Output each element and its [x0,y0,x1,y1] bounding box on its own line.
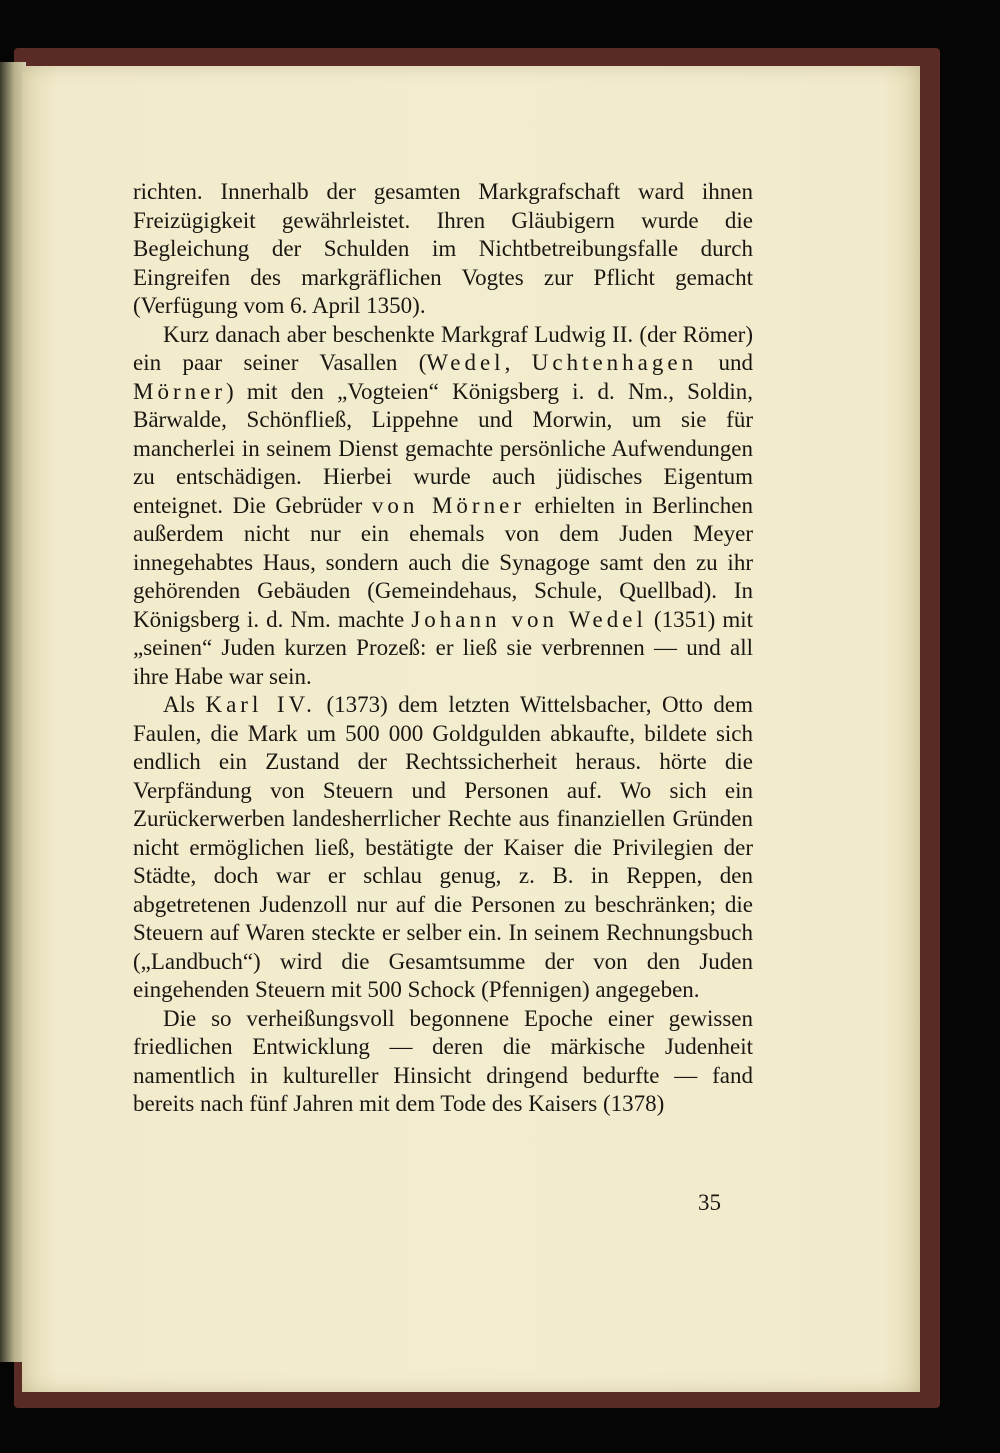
paragraph [133,178,753,321]
text-run: (1373) dem letzten Wittelsbacher, Otto dem Faulen, die Mark um 500 000 Goldgulden abkaufte, bildete sich endlich ein Zustand der Rechtssicherheit heraus. hörte die Verpfändung von Steuern und Personen auf. Wo sich ein Zurückerwerben landesherrlicher Rechte aus finanziellen Gründen nicht ermöglichen ließ, bestätigte der Kaiser die Privilegien der Städte, doch war er schlau genug, z. B. in Reppen, den abgetretenen Judenzoll nur auf die Personen zu beschränken; die Steuern auf Waren steckte er selber ein. In seinem Rechnungsbuch („Landbuch“) wird die Gesamtsumme der von den Juden eingehenden Steuern mit 500 Schock (Pfennigen) angegeben. [133,692,753,1002]
body-text [133,178,753,1119]
text-run: ) mit den „Vogteien“ Königsberg i. d. Nm., Soldin, Bärwalde, Schönfließ, Lippehne und Morwin, um sie für mancherlei in seinem Dienst gemachte persönliche Aufwendungen zu entschädigen. Hierbei wurde auch jüdisches Eigentum enteignet. Die Gebrüder [133,378,753,518]
text-run: Als [163,692,206,717]
emphasized-name: Uchtenhagen [531,350,698,375]
text-run: Die so verheißungsvoll begonnene Epoche einer gewissen friedlichen Entwicklung — deren die märkische Judenheit namentlich in kultureller Hinsicht dringend bedurfte — fand bereits nach fünf Jahren mit dem Tode des Kaisers (1378) [133,1005,753,1116]
emphasized-name: Mörner [133,378,226,404]
emphasized-name: Johann von Wedel [411,606,647,632]
text-run: erhielten in Berlinchen außerdem nicht nur ein ehemals von dem Juden Meyer innegehabtes Haus, sondern auch die Synagoge samt den zu ihr gehörenden Gebäuden (Gemeindehaus, Schule, Quellbad). In Königsberg i. d. Nm. machte [133,492,753,632]
paragraph [133,691,753,1005]
text-run: Kurz danach aber beschenkte Markgraf Ludwig II. (der Römer) ein paar seiner Vasallen ( [133,321,753,375]
text-run: und [697,350,754,375]
paragraph [133,1005,753,1119]
text-run: richten. Innerhalb der gesamten Markgrafschaft ward ihnen Freizügigkeit gewährleistet. Ihren Gläubigern wurde die Begleichung der Schulden im Nichtbetreibungsfalle durch Eingreifen des markgräflichen Vogtes zur Pflicht gemacht (Verfügung vom 6. April 1350). [133,179,753,318]
emphasized-name: von Mörner [371,492,525,518]
book-page [22,66,920,1392]
text-run: , [504,350,532,375]
emphasized-name: Wedel [426,350,505,375]
emphasized-name: Karl IV. [205,692,316,717]
paragraph [133,321,753,692]
page-number: 35 [698,1190,721,1215]
text-run: (1351) mit „seinen“ Juden kurzen Prozeß: er ließ sie verbrennen — und all ihre Habe war sein. [133,606,753,689]
